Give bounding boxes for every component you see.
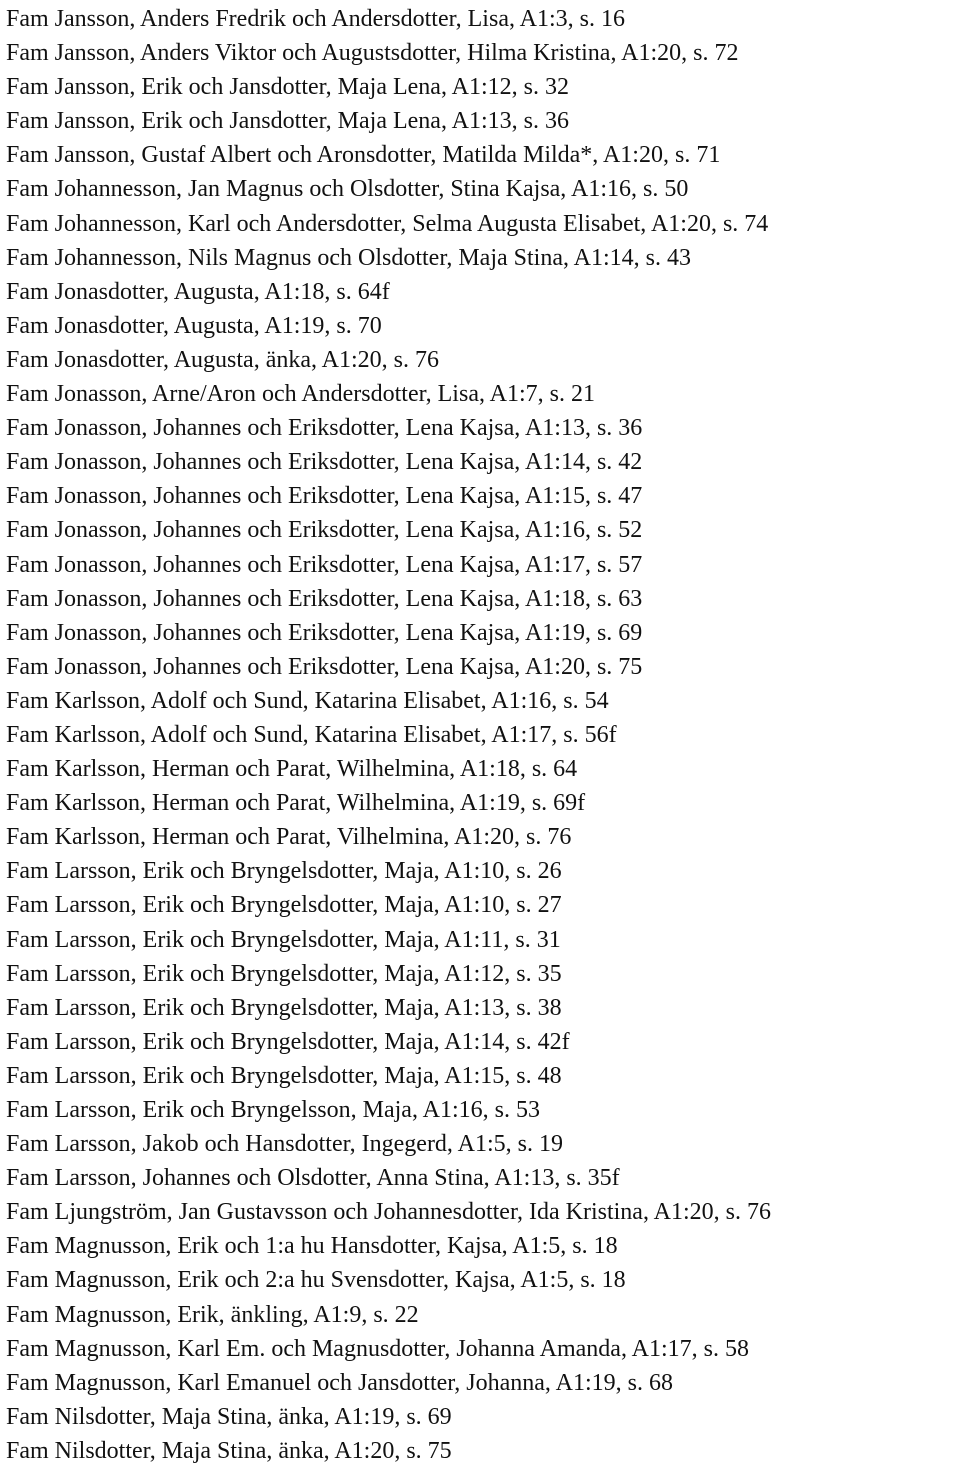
index-entry: Fam Jonasson, Johannes och Eriksdotter, Lena Kajsa, A1:13, s. 36 xyxy=(6,415,643,442)
index-entry: Fam Magnusson, Erik och 2:a hu Svensdotter, Kajsa, A1:5, s. 18 xyxy=(6,1267,626,1294)
index-entry: Fam Karlsson, Adolf och Sund, Katarina Elisabet, A1:17, s. 56f xyxy=(6,721,617,748)
index-entry: Fam Karlsson, Herman och Parat, Vilhelmina, A1:20, s. 76 xyxy=(6,824,572,851)
index-entry: Fam Larsson, Erik och Bryngelsdotter, Maja, A1:13, s. 38 xyxy=(6,994,562,1021)
index-entry: Fam Magnusson, Karl Emanuel och Jansdotter, Johanna, A1:19, s. 68 xyxy=(6,1369,673,1396)
index-entry: Fam Nilsdotter, Maja Stina, änka, A1:19, s. 69 xyxy=(6,1403,452,1430)
index-entry: Fam Jonasson, Johannes och Eriksdotter, Lena Kajsa, A1:15, s. 47 xyxy=(6,483,643,510)
family-index-list xyxy=(6,2,960,1468)
index-entry: Fam Jonasson, Johannes och Eriksdotter, Lena Kajsa, A1:17, s. 57 xyxy=(6,551,643,578)
index-entry: Fam Jansson, Anders Viktor och Augustsdotter, Hilma Kristina, A1:20, s. 72 xyxy=(6,40,739,67)
index-entry: Fam Karlsson, Herman och Parat, Wilhelmina, A1:19, s. 69f xyxy=(6,790,586,817)
index-entry: Fam Larsson, Erik och Bryngelsson, Maja, A1:16, s. 53 xyxy=(6,1097,540,1123)
index-entry: Fam Larsson, Erik och Bryngelsdotter, Maja, A1:15, s. 48 xyxy=(6,1062,562,1089)
index-entry: Fam Jonasson, Johannes och Eriksdotter, Lena Kajsa, A1:14, s. 42 xyxy=(6,449,643,476)
index-entry: Fam Jonasdotter, Augusta, änka, A1:20, s. 76 xyxy=(6,346,440,373)
index-entry: Fam Jansson, Erik och Jansdotter, Maja Lena, A1:12, s. 32 xyxy=(6,74,569,101)
index-entry: Fam Jonasson, Johannes och Eriksdotter, Lena Kajsa, A1:16, s. 52 xyxy=(6,517,643,544)
index-entry: Fam Larsson, Erik och Bryngelsdotter, Maja, A1:10, s. 26 xyxy=(6,858,562,885)
index-entry: Fam Karlsson, Herman och Parat, Wilhelmina, A1:18, s. 64 xyxy=(6,756,578,783)
index-entry: Fam Larsson, Jakob och Hansdotter, Ingegerd, A1:5, s. 19 xyxy=(6,1131,563,1158)
index-entry: Fam Jansson, Gustaf Albert och Aronsdotter, Matilda Milda*, A1:20, s. 71 xyxy=(6,142,721,169)
index-entry: Fam Larsson, Erik och Bryngelsdotter, Maja, A1:11, s. 31 xyxy=(6,926,561,953)
index-entry: Fam Jansson, Erik och Jansdotter, Maja Lena, A1:13, s. 36 xyxy=(6,108,569,135)
index-entry: Fam Johannesson, Karl och Andersdotter, Selma Augusta Elisabet, A1:20, s. 74 xyxy=(6,210,769,237)
index-entry: Fam Larsson, Johannes och Olsdotter, Anna Stina, A1:13, s. 35f xyxy=(6,1165,620,1192)
index-entry: Fam Jonasson, Arne/Aron och Andersdotter, Lisa, A1:7, s. 21 xyxy=(6,381,595,408)
index-entry: Fam Magnusson, Erik och 1:a hu Hansdotter, Kajsa, A1:5, s. 18 xyxy=(6,1233,618,1260)
index-entry: Fam Magnusson, Karl Em. och Magnusdotter, Johanna Amanda, A1:17, s. 58 xyxy=(6,1335,749,1362)
index-entry: Fam Larsson, Erik och Bryngelsdotter, Maja, A1:10, s. 27 xyxy=(6,892,562,919)
index-entry: Fam Nilsdotter, Maja Stina, änka, A1:20, s. 75 xyxy=(6,1437,452,1464)
index-entry: Fam Jonasson, Johannes och Eriksdotter, Lena Kajsa, A1:19, s. 69 xyxy=(6,619,643,646)
index-entry: Fam Jonasdotter, Augusta, A1:18, s. 64f xyxy=(6,278,390,305)
index-entry: Fam Jonasson, Johannes och Eriksdotter, Lena Kajsa, A1:18, s. 63 xyxy=(6,585,643,612)
index-entry: Fam Magnusson, Erik, änkling, A1:9, s. 22 xyxy=(6,1301,419,1328)
index-entry: Fam Larsson, Erik och Bryngelsdotter, Maja, A1:14, s. 42f xyxy=(6,1028,570,1055)
index-entry: Fam Larsson, Erik och Bryngelsdotter, Maja, A1:12, s. 35 xyxy=(6,960,562,987)
index-entry: Fam Karlsson, Adolf och Sund, Katarina Elisabet, A1:16, s. 54 xyxy=(6,687,609,714)
index-entry: Fam Jansson, Anders Fredrik och Andersdotter, Lisa, A1:3, s. 16 xyxy=(6,6,625,32)
index-entry: Fam Johannesson, Jan Magnus och Olsdotter, Stina Kajsa, A1:16, s. 50 xyxy=(6,176,689,203)
index-entry: Fam Jonasdotter, Augusta, A1:19, s. 70 xyxy=(6,312,382,339)
index-entry: Fam Jonasson, Johannes och Eriksdotter, Lena Kajsa, A1:20, s. 75 xyxy=(6,653,643,680)
index-entry: Fam Johannesson, Nils Magnus och Olsdotter, Maja Stina, A1:14, s. 43 xyxy=(6,244,692,271)
index-entry: Fam Ljungström, Jan Gustavsson och Johannesdotter, Ida Kristina, A1:20, s. 76 xyxy=(6,1199,771,1226)
